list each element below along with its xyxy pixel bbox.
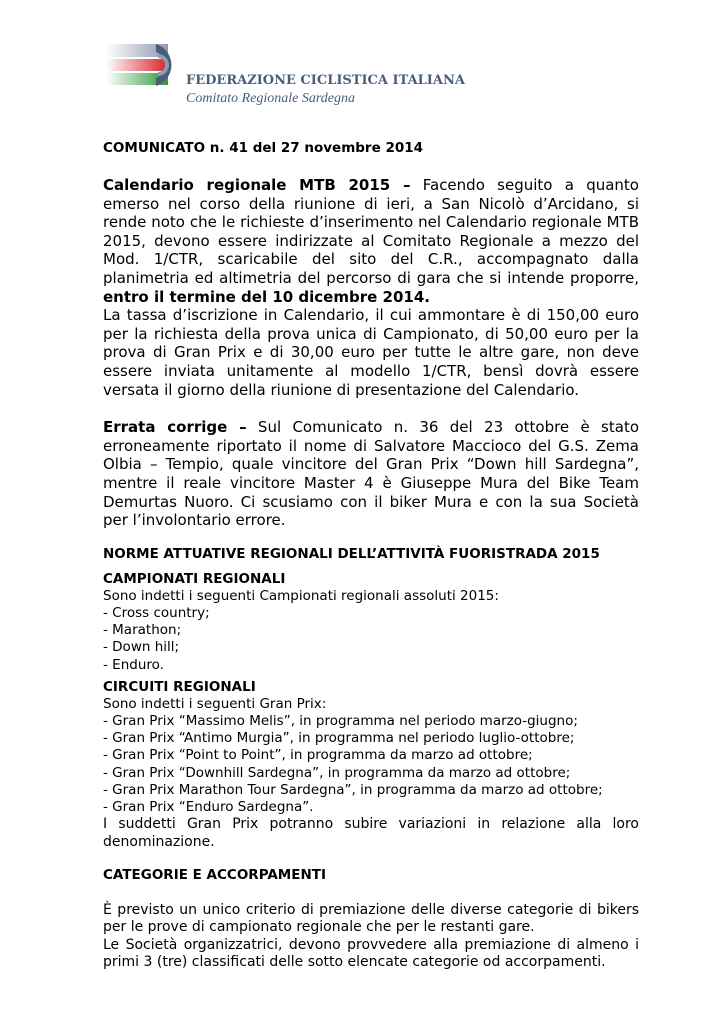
calendario-deadline: entro il termine del 10 dicembre 2014.: [103, 287, 430, 306]
categorie-heading: CATEGORIE E ACCORPAMENTI: [103, 866, 326, 883]
campionati-list: [103, 605, 639, 674]
list-item: - Gran Prix “Antimo Murgia”, in programma nel periodo luglio-ottobre;: [103, 730, 575, 747]
categorie-text-2: Le Società organizzatrici, devono provvedere alla premiazione di almeno i primi 3 (tre) classificati delle sotto elencate categorie od accorpamenti.: [103, 936, 639, 971]
list-item: - Gran Prix “Point to Point”, in programma da marzo ad ottobre;: [103, 747, 533, 764]
campionati-intro: Sono indetti i seguenti Campionati regionali assoluti 2015:: [103, 587, 499, 604]
list-item: - Down hill;: [103, 639, 180, 656]
list-item: - Gran Prix “Enduro Sardegna”.: [103, 798, 314, 815]
letterhead: [106, 42, 465, 112]
list-item: - Gran Prix “Downhill Sardegna”, in programma da marzo ad ottobre;: [103, 764, 571, 781]
calendario-tassa: La tassa d’iscrizione in Calendario, il cui ammontare è di 150,00 euro per la richiesta della prova unica di Campionato, di 50,00 euro per la prova di Gran Prix e di 30,00 euro per tutte le altre gare, non deve essere inviata unitamente al modello 1/CTR, bensì dovrà essere versata il giorno della riunione di presentazione del Calendario.: [103, 306, 639, 399]
list-item: - Gran Prix Marathon Tour Sardegna”, in programma da marzo ad ottobre;: [103, 781, 603, 798]
document-body: [103, 140, 639, 972]
calendario-paragraph: [103, 176, 639, 306]
circuiti-outro: I suddetti Gran Prix potranno subire variazioni in relazione alla loro denominazione.: [103, 816, 639, 850]
errata-text: Sul Comunicato n. 36 del 23 ottobre è stato erroneamente riportato il nome di Salvatore Maccioco del G.S. Zema Olbia – Tempio, quale vincitore del Gran Prix “Down hill Sardegna”, mentre il reale vincitore Master 4 è Giuseppe Mura del Bike Team Demurtas Nuoro. Ci scusiamo con il biker Mura e con la sua Società per l’involontario errore.: [103, 418, 640, 530]
list-item: - Gran Prix “Massimo Melis”, in programma nel periodo marzo-giugno;: [103, 712, 578, 729]
org-name: FEDERAZIONE CICLISTICA ITALIANA: [186, 73, 465, 88]
fci-logo-icon: [106, 42, 186, 88]
circuiti-heading: CIRCUITI REGIONALI: [103, 678, 256, 695]
norme-title: NORME ATTUATIVE REGIONALI DELL’ATTIVITÀ FUORISTRADA 2015: [103, 545, 600, 562]
calendario-text-1: Facendo seguito a quanto emerso nel corso della riunione di ieri, a San Nicolò d’Arcidano, si rende noto che le richieste d’inserimento nel Calendario regionale MTB 2015, devono essere indirizzate al Comitato Regionale a mezzo del Mod. 1/CTR, scaricabile del sito del C.R., accompagnato dalla planimetria ed altimetria del percorso di gara che si intende proporre,: [103, 176, 639, 287]
errata-heading: Errata corrige –: [103, 418, 247, 437]
list-item: - Cross country;: [103, 604, 210, 621]
circuiti-intro: Sono indetti i seguenti Gran Prix:: [103, 695, 327, 712]
list-item: - Enduro.: [103, 656, 164, 673]
errata-paragraph: [103, 418, 639, 530]
calendario-heading: Calendario regionale MTB 2015 –: [103, 176, 411, 194]
campionati-heading: CAMPIONATI REGIONALI: [103, 570, 286, 587]
list-item: - Marathon;: [103, 622, 182, 639]
comunicato-title: COMUNICATO n. 41 del 27 novembre 2014: [103, 140, 424, 156]
categorie-text-1: È previsto un unico criterio di premiazione delle diverse categorie di bikers per le prove di campionato regionale che per le restanti gare.: [103, 901, 639, 936]
org-subtitle: Comitato Regionale Sardegna: [186, 91, 356, 106]
circuiti-list: [103, 713, 639, 816]
